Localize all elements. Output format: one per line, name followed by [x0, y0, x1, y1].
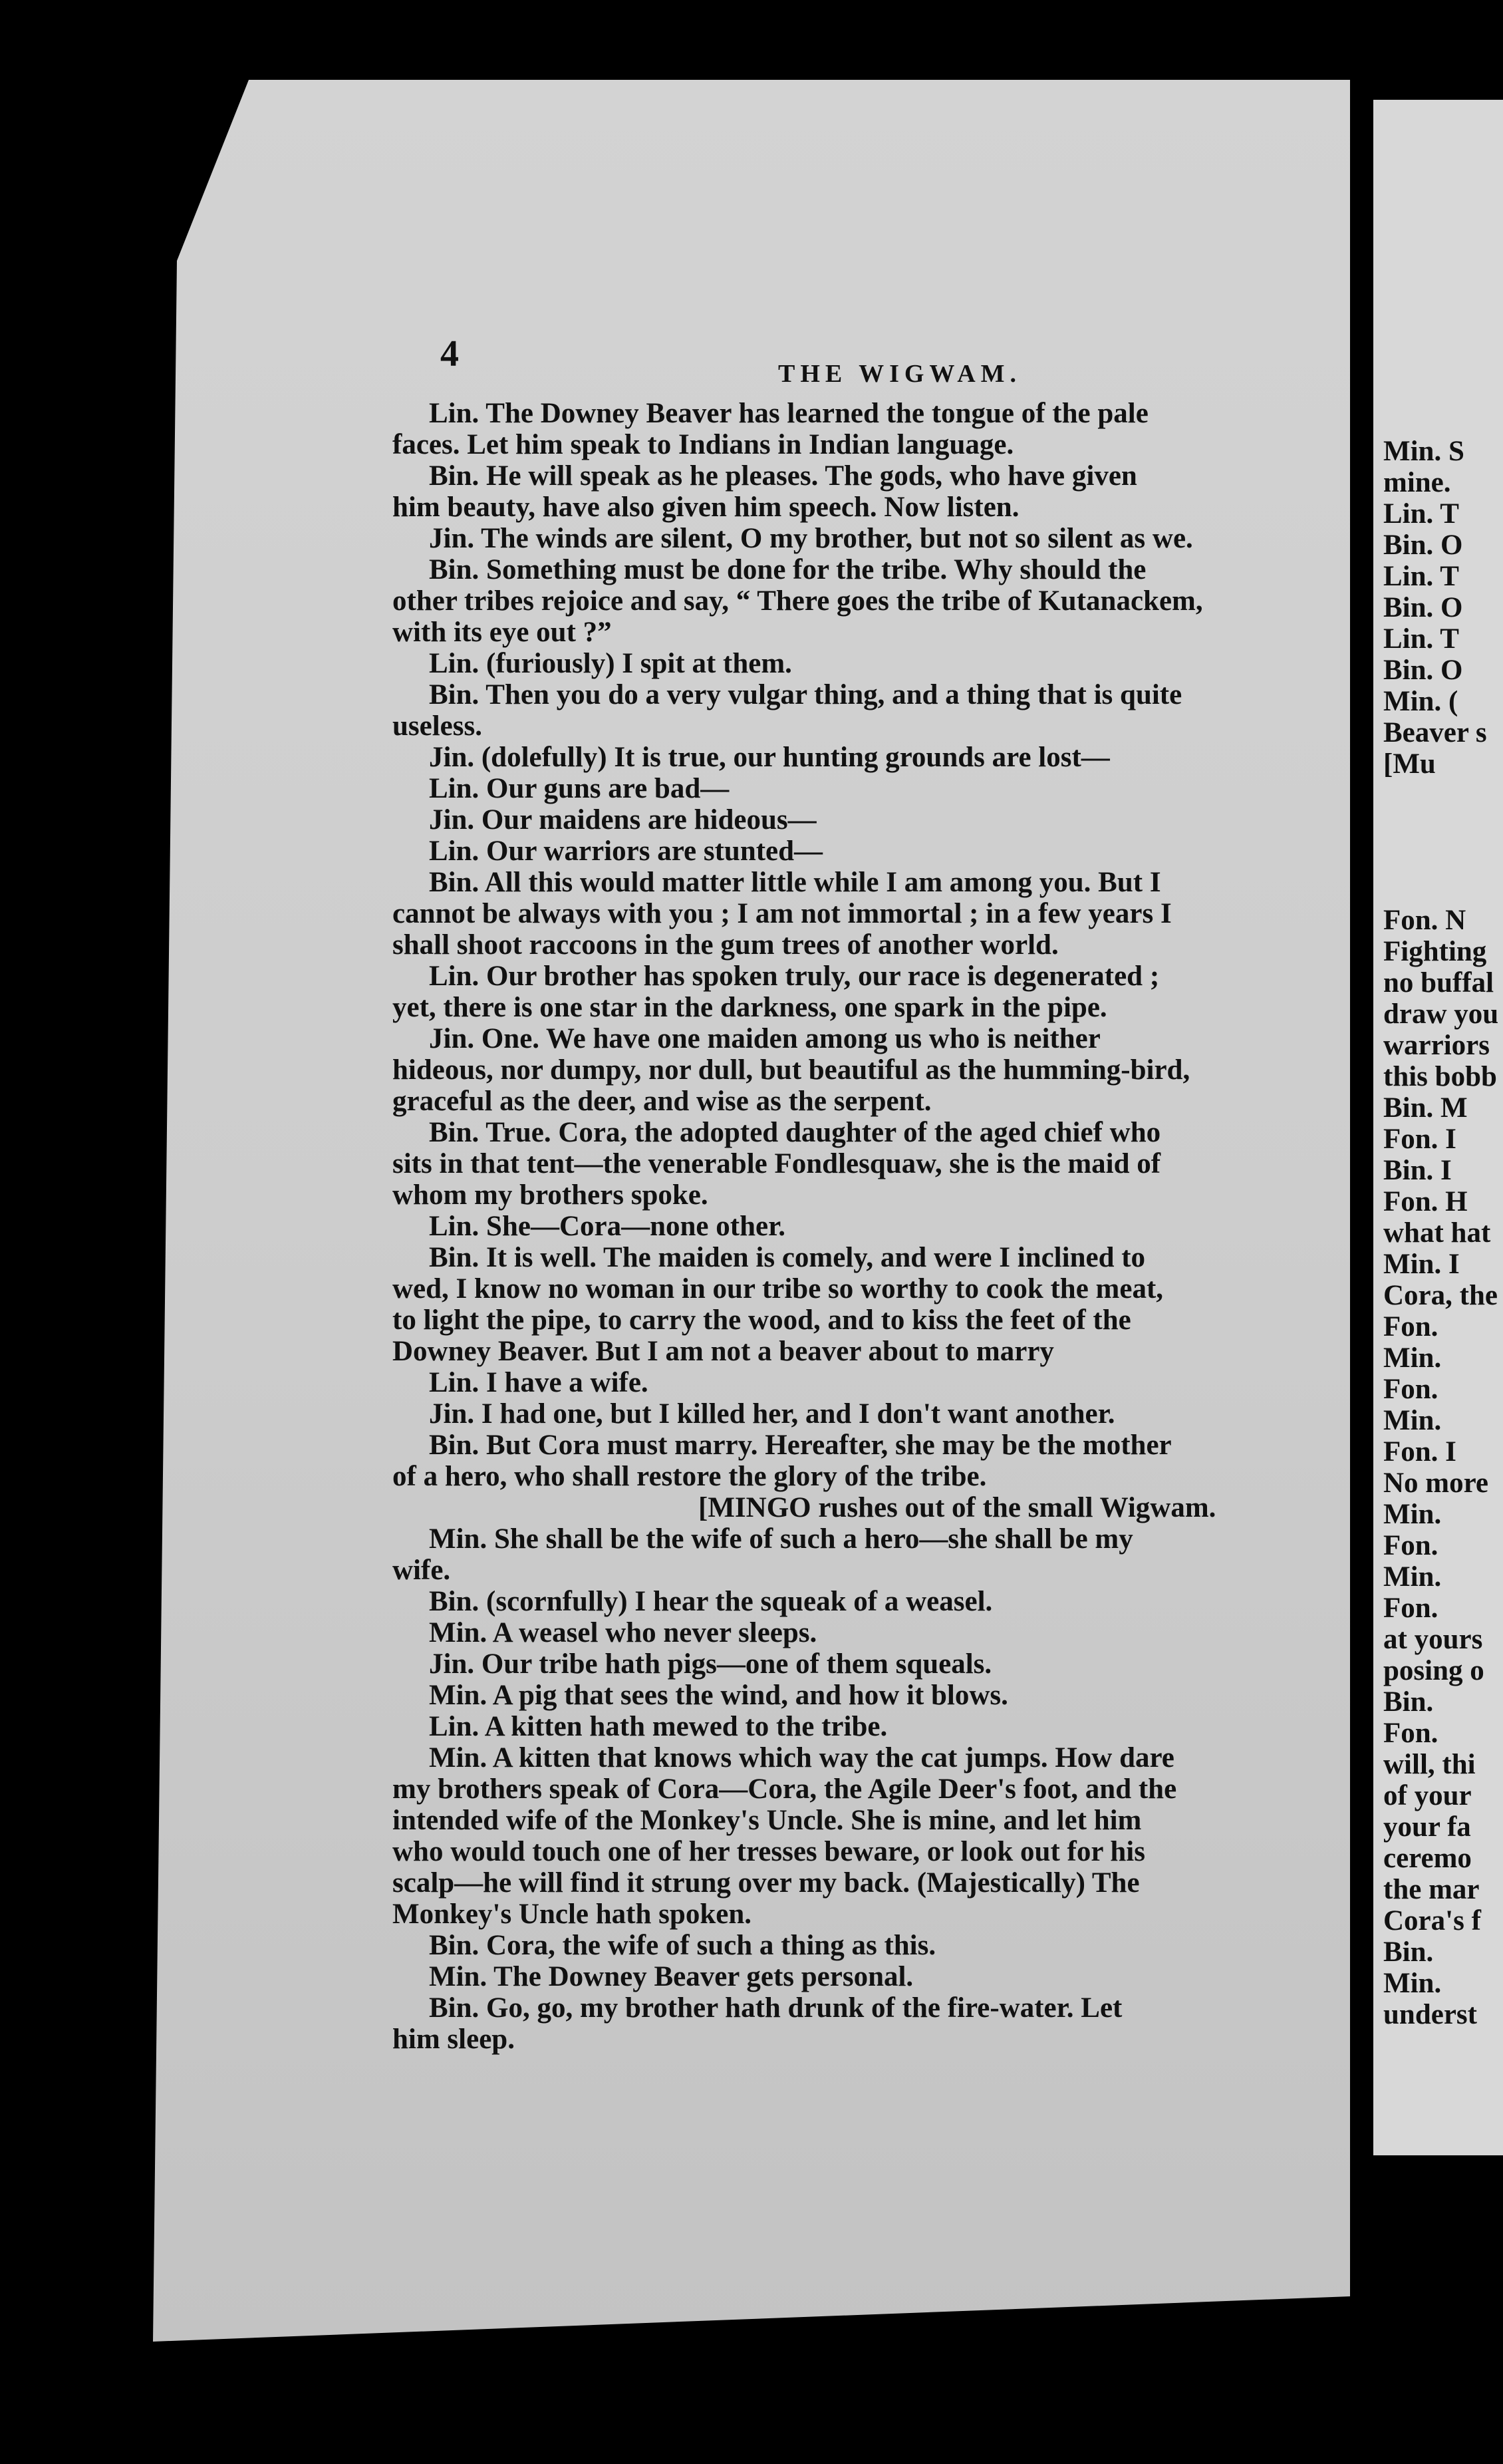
text-line: Monkey's Uncle hath spoken.: [392, 1899, 752, 1930]
fragment-line: Fon.: [1383, 1530, 1438, 1561]
text-line: Min. A pig that sees the wind, and how it blows.: [429, 1680, 1008, 1711]
text-line: graceful as the deer, and wise as the serpent.: [392, 1086, 932, 1117]
fragment-line: Min.: [1383, 1499, 1442, 1530]
fragment-line: Cora's f: [1383, 1905, 1481, 1936]
fragment-line: Fon.: [1383, 1374, 1438, 1405]
fragment-line: Bin. O: [1383, 592, 1463, 623]
fragment-line: [1383, 842, 1500, 873]
text-line: Jin. The winds are silent, O my brother, but not so silent as we.: [429, 523, 1193, 554]
text-line: of a hero, who shall restore the glory of the tribe.: [392, 1461, 987, 1492]
fragment-line: Bin. M: [1383, 1092, 1468, 1124]
fragment-line: at yours: [1383, 1624, 1483, 1655]
text-line: faces. Let him speak to Indians in Indian language.: [392, 429, 1014, 460]
text-line: my brothers speak of Cora—Cora, the Agile Deer's foot, and the: [392, 1773, 1177, 1805]
fragment-line: Fighting: [1383, 936, 1487, 967]
fragment-line: warriors: [1383, 1030, 1490, 1061]
text-line: shall shoot raccoons in the gum trees of another world.: [392, 929, 1059, 961]
text-line: Jin. Our tribe hath pigs—one of them squeals.: [429, 1648, 992, 1680]
fragment-line: underst: [1383, 1999, 1477, 2030]
text-line: wife.: [392, 1555, 451, 1586]
fragment-line: Bin. I: [1383, 1155, 1452, 1186]
text-line: Min. She shall be the wife of such a hero—she shall be my: [429, 1523, 1133, 1555]
text-line: Lin. Our guns are bad—: [429, 773, 730, 804]
fragment-line: Min. S: [1383, 436, 1464, 467]
fragment-line: the mar: [1383, 1874, 1480, 1905]
fragment-line: Min.: [1383, 1342, 1442, 1374]
text-line: Jin. One. We have one maiden among us who is neither: [429, 1023, 1101, 1054]
text-line: Bin. True. Cora, the adopted daughter of the aged chief who: [429, 1117, 1161, 1148]
fragment-line: Min. I: [1383, 1249, 1460, 1280]
text-line: Bin. Cora, the wife of such a thing as this.: [429, 1930, 936, 1961]
text-line: who would touch one of her tresses beware, or look out for his: [392, 1836, 1145, 1867]
fragment-line: No more: [1383, 1467, 1489, 1499]
text-line: Jin. Our maidens are hideous—: [429, 804, 817, 836]
text-line: intended wife of the Monkey's Uncle. She is mine, and let him: [392, 1805, 1142, 1836]
text-line: Lin. The Downey Beaver has learned the tongue of the pale: [429, 398, 1149, 429]
text-line: useless.: [392, 710, 482, 742]
text-line: to light the pipe, to carry the wood, and to kiss the feet of the: [392, 1305, 1131, 1336]
text-line: [MINGO rushes out of the small Wigwam.: [698, 1492, 1216, 1523]
fragment-line: Min.: [1383, 1968, 1442, 1999]
fragment-line: Fon.: [1383, 1311, 1438, 1342]
fragment-line: will, thi: [1383, 1749, 1476, 1780]
text-line: Jin. (dolefully) It is true, our hunting grounds are lost—: [429, 742, 1110, 773]
text-line: Lin. I have a wife.: [429, 1367, 648, 1398]
page-number: 4: [440, 333, 459, 375]
fragment-line: Fon. I: [1383, 1436, 1456, 1467]
text-line: Downey Beaver. But I am not a beaver about to marry: [392, 1336, 1054, 1367]
text-line: Lin. She—Cora—none other.: [429, 1211, 785, 1242]
text-line: him beauty, have also given him speech. Now listen.: [392, 492, 1020, 523]
play-text: [392, 398, 1323, 2055]
fragment-line: this bobb: [1383, 1061, 1497, 1092]
text-line: him sleep.: [392, 2024, 515, 2055]
fragment-line: no buffal: [1383, 967, 1494, 999]
fragment-line: Lin. T: [1383, 498, 1459, 530]
text-line: other tribes rejoice and say, “ There goes the tribe of Kutanackem,: [392, 585, 1203, 617]
text-line: sits in that tent—the venerable Fondlesquaw, she is the maid of: [392, 1148, 1161, 1179]
text-line: yet, there is one star in the darkness, one spark in the pipe.: [392, 992, 1107, 1023]
text-line: Min. The Downey Beaver gets personal.: [429, 1961, 914, 1992]
fragment-line: Fon.: [1383, 1593, 1438, 1624]
text-line: wed, I know no woman in our tribe so worthy to cook the meat,: [392, 1273, 1164, 1305]
fragment-line: Fon.: [1383, 1718, 1438, 1749]
fragment-line: posing o: [1383, 1655, 1484, 1686]
text-line: Lin. Our warriors are stunted—: [429, 836, 823, 867]
text-line: whom my brothers spoke.: [392, 1179, 708, 1211]
text-line: Bin. Something must be done for the tribe. Why should the: [429, 554, 1147, 585]
text-line: Lin. Our brother has spoken truly, our race is degenerated ;: [429, 961, 1160, 992]
fragment-line: Min. (: [1383, 686, 1458, 717]
text-line: Lin. (furiously) I spit at them.: [429, 648, 792, 679]
text-line: Jin. I had one, but I killed her, and I don't want another.: [429, 1398, 1115, 1430]
fragment-line: Min.: [1383, 1561, 1442, 1593]
text-line: Bin. All this would matter little while I am among you. But I: [429, 867, 1161, 898]
text-line: cannot be always with you ; I am not immortal ; in a few years I: [392, 898, 1172, 929]
fragment-line: [1383, 811, 1500, 842]
fragment-line: draw you: [1383, 999, 1499, 1030]
text-line: Bin. He will speak as he pleases. The gods, who have given: [429, 460, 1137, 492]
text-line: Bin. Then you do a very vulgar thing, and a thing that is quite: [429, 679, 1182, 710]
fragment-line: [1383, 780, 1500, 811]
text-line: Min. A kitten that knows which way the cat jumps. How dare: [429, 1742, 1174, 1773]
fragment-line: [1383, 873, 1500, 905]
fragment-line: Bin. O: [1383, 530, 1463, 561]
right-page-fragments: [1383, 436, 1500, 2030]
text-line: with its eye out ?”: [392, 617, 612, 648]
fragment-line: mine.: [1383, 467, 1451, 498]
fragment-line: Lin. T: [1383, 623, 1459, 655]
fragment-line: [Mu: [1383, 748, 1436, 780]
fragment-line: Fon. N: [1383, 905, 1466, 936]
fragment-line: Lin. T: [1383, 561, 1459, 592]
text-line: scalp—he will find it strung over my back. (Majestically) The: [392, 1867, 1140, 1899]
fragment-line: Min.: [1383, 1405, 1442, 1436]
running-head: THE WIGWAM.: [778, 360, 1022, 388]
fragment-line: Fon. H: [1383, 1186, 1468, 1217]
fragment-line: ceremo: [1383, 1843, 1472, 1874]
fragment-line: your fa: [1383, 1811, 1471, 1843]
fragment-line: of your: [1383, 1780, 1472, 1811]
fragment-line: Bin.: [1383, 1936, 1434, 1968]
text-line: Bin. But Cora must marry. Hereafter, she may be the mother: [429, 1430, 1172, 1461]
text-line: Lin. A kitten hath mewed to the tribe.: [429, 1711, 888, 1742]
text-line: Min. A weasel who never sleeps.: [429, 1617, 817, 1648]
text-line: hideous, nor dumpy, nor dull, but beautiful as the humming-bird,: [392, 1054, 1190, 1086]
text-line: Bin. (scornfully) I hear the squeak of a weasel.: [429, 1586, 993, 1617]
text-line: Bin. Go, go, my brother hath drunk of the fire-water. Let: [429, 1992, 1123, 2024]
fragment-line: Bin. O: [1383, 655, 1463, 686]
fragment-line: Fon. I: [1383, 1124, 1456, 1155]
fragment-line: Cora, the: [1383, 1280, 1498, 1311]
fragment-line: Bin.: [1383, 1686, 1434, 1718]
fragment-line: what hat: [1383, 1217, 1491, 1249]
text-line: Bin. It is well. The maiden is comely, and were I inclined to: [429, 1242, 1146, 1273]
fragment-line: Beaver s: [1383, 717, 1487, 748]
